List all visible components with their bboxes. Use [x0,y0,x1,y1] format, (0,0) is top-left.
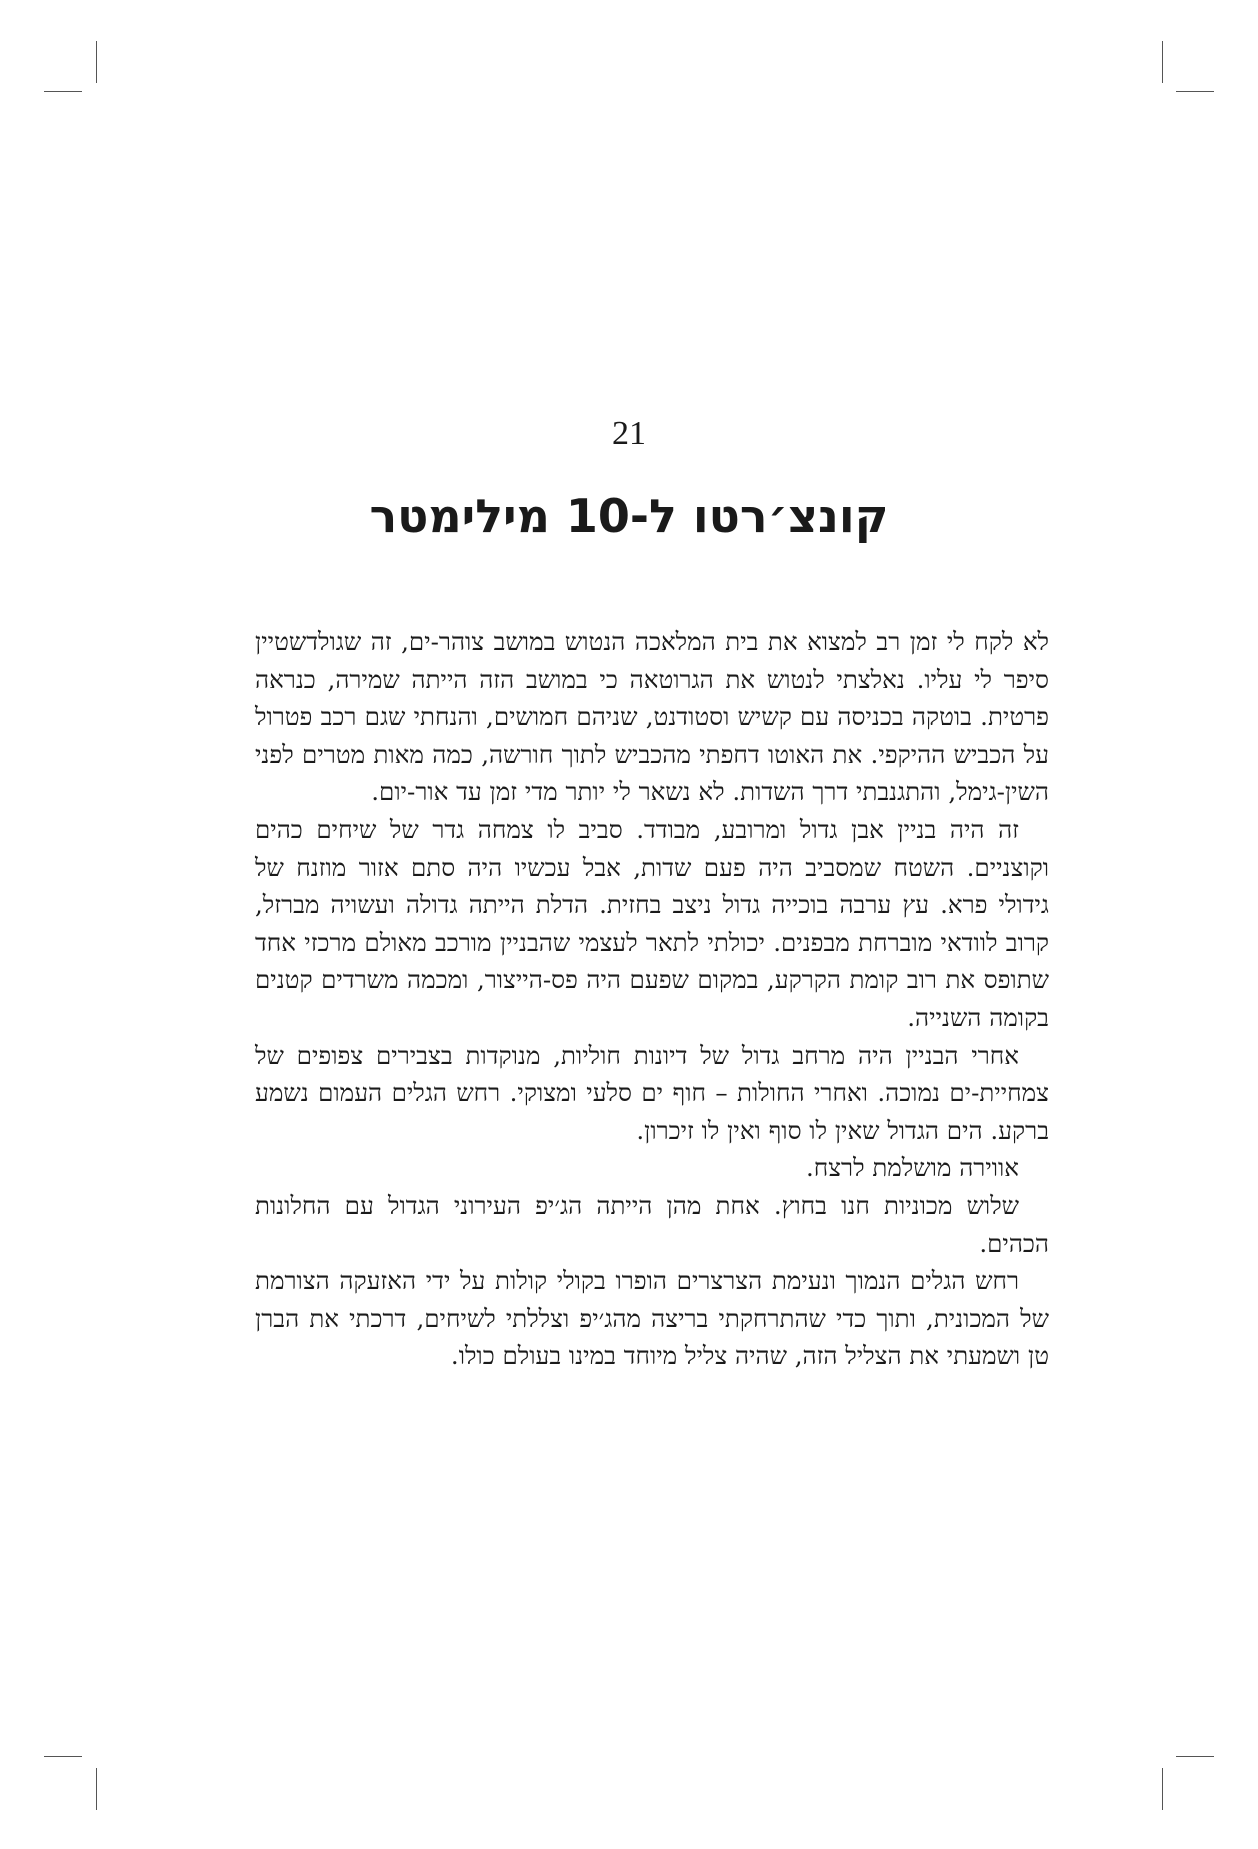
paragraph: לא לקח לי זמן רב למצוא את בית המלאכה הנטוש במושב צוהר-ים, זה שגולדשטיין סיפר לי עליו. נאלצתי לנטוש את הגרוטאה כי במושב הזה הייתה שמירה, כנראה פרטית. בוטקה בכניסה עם קשיש וסטודנט, שניהם חמושים, והנחתי שגם רכב פטרול על הכביש ההיקפי. את האוטו דחפתי מהכביש לתוך חורשה, כמה מאות מטרים לפני השין-גימל, והתגנבתי דרך השדות. לא נשאר לי יותר מדי זמן עד אור-יום. [255,627,1049,807]
crop-mark-bottom-left-v [96,1768,97,1810]
crop-mark-top-right-v [1162,41,1163,83]
crop-mark-bottom-right-h [1176,1756,1214,1757]
chapter-body [255,623,1049,1375]
paragraph: אווירה מושלמת לרצח. [805,1153,1019,1183]
crop-mark-top-left-h [44,91,82,92]
paragraph: שלוש מכוניות חנו בחוץ. אחת מהן הייתה הג׳יפ העירוני הגדול עם החלונות הכהים. [255,1190,1049,1258]
paragraph: רחש הגלים הנמוך ונעימת הצרצרים הופרו בקולי קולות על ידי האזעקה הצורמת של המכונית, ותוך כדי שהתרחקתי בריצה מהג׳יפ וצללתי לשיחים, דרכתי את הברן טן ושמעתי את הצליל הזה, שהיה צליל מיוחד במינו בעולם כולו. [255,1266,1049,1371]
crop-mark-top-left-v [96,41,97,83]
crop-mark-top-right-h [1176,91,1214,92]
chapter-title: קונצ׳רטו ל-10 מילימטר [369,489,889,543]
paragraph: זה היה בניין אבן גדול ומרובע, מבודד. סביב לו צמחה גדר של שיחים כהים וקוצניים. השטח שמסביב היה פעם שדות, אבל עכשיו היה סתם אזור מוזנח של גידולי פרא. עץ ערבה בוכייה גדול ניצב בחזית. הדלת הייתה גדולה ועשויה מברזל, קרוב לוודאי מוברחת מבפנים. יכולתי לתאר לעצמי שהבניין מורכב מאולם מרכזי אחד שתופס את רוב קומת הקרקע, במקום שפעם היה פס-הייצור, ומכמה משרדים קטנים בקומה השנייה. [255,814,1049,1032]
crop-mark-bottom-right-v [1162,1768,1163,1810]
crop-mark-bottom-left-h [44,1756,82,1757]
paragraph: אחרי הבניין היה מרחב גדול של דיונות חוליות, מנוקדות בצבירים צפופים של צמחיית-ים נמוכה. ואחרי החולות – חוף ים סלעי ומצוקי. רחש הגלים העמום נשמע ברקע. הים הגדול שאין לו סוף ואין לו זיכרון. [255,1040,1049,1145]
chapter-number: 21 [612,415,646,452]
